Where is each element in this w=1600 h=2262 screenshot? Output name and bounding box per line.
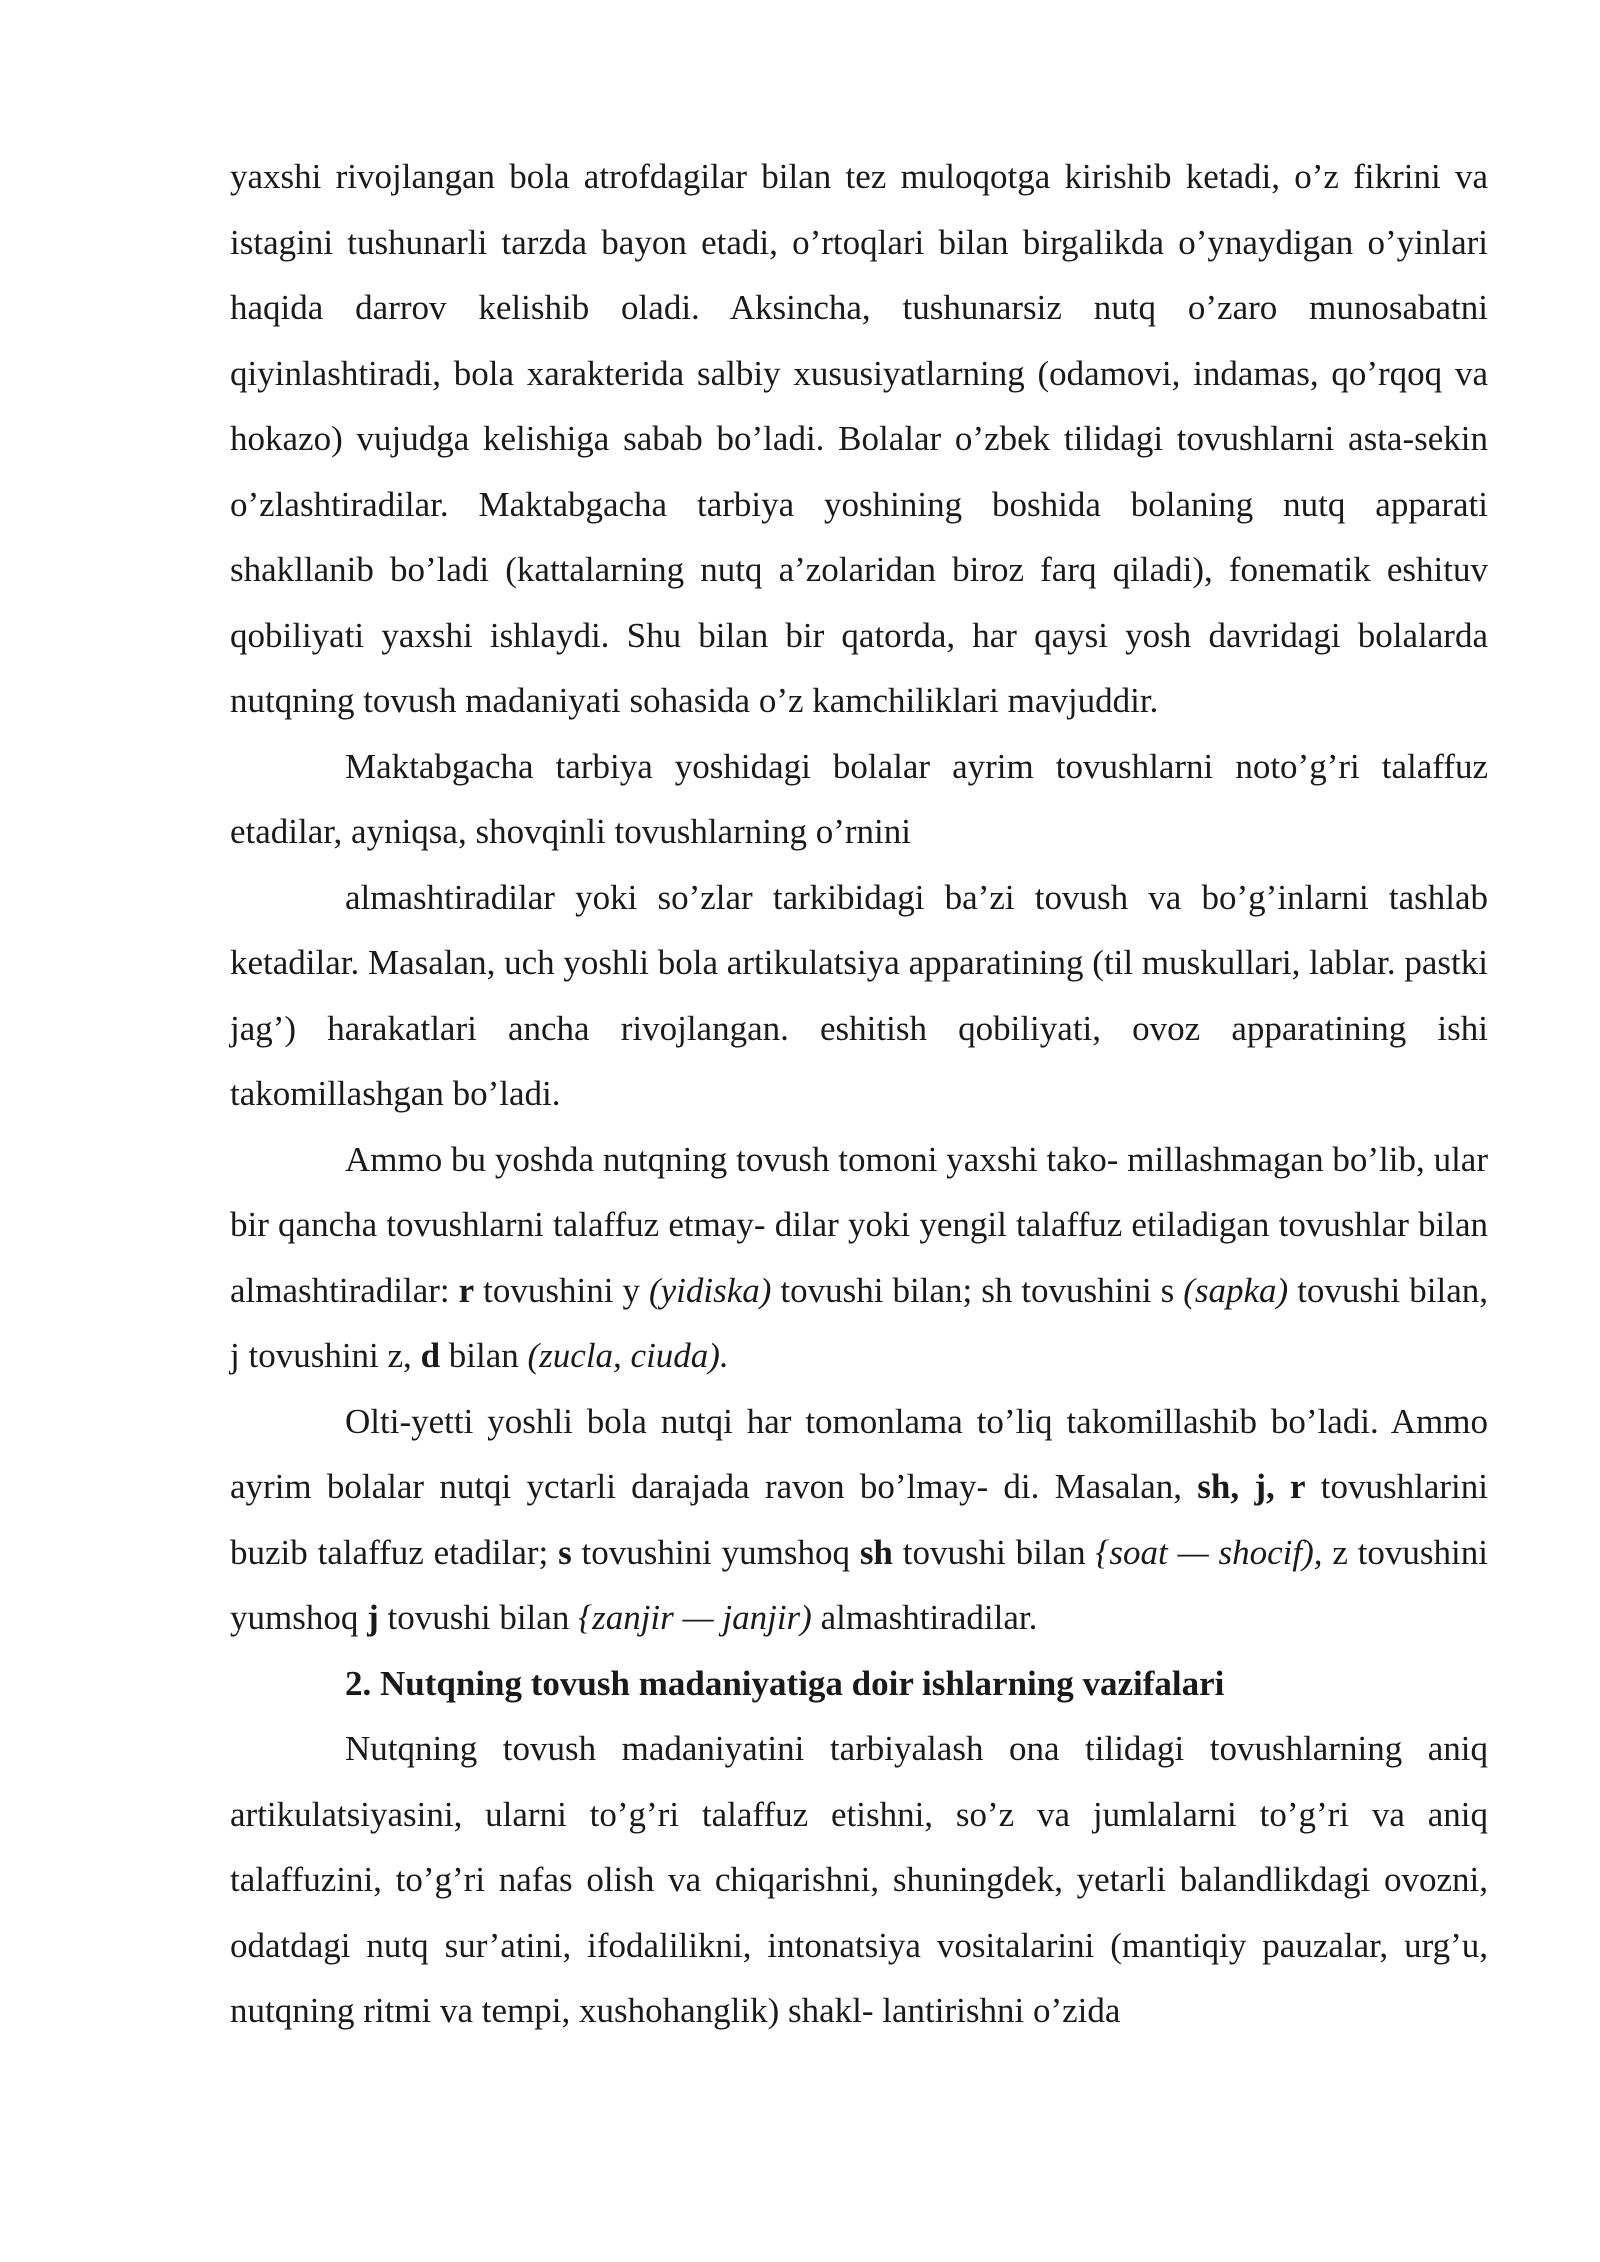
paragraph xyxy=(230,865,1488,1127)
bold-sound-letter: j xyxy=(367,1598,379,1637)
text-run: Olti-yetti yoshli bola nutqi har tomonlama to’liq takomillashib bo’ladi. Ammo ayrim bolalar nutqi yctarli darajada ravon bo’lmay- di. Masalan, xyxy=(230,1401,1488,1506)
bold-sound-letter: d xyxy=(420,1336,441,1375)
paragraph xyxy=(230,734,1488,865)
bold-sound-letter: s xyxy=(558,1532,572,1572)
paragraph xyxy=(230,1127,1488,1389)
bold-sound-letter: r xyxy=(458,1270,475,1310)
italic-example: (zucla, ciuda). xyxy=(527,1336,729,1375)
text-run: tovushini yumshoq xyxy=(571,1532,860,1572)
bold-sound-letter: sh xyxy=(859,1532,893,1572)
paragraph xyxy=(230,144,1488,734)
italic-example: {soat — shocif), xyxy=(1095,1532,1323,1572)
paragraph xyxy=(230,1716,1488,2044)
text-run: bilan xyxy=(440,1336,528,1375)
italic-example: (yidiska) xyxy=(648,1270,772,1310)
text-run: yaxshi rivojlangan bola atrofdagilar bilan tez muloqotga kirishib ketadi, o’z fikrini va istagini tushunarli tarzda bayon etadi, o’rtoqlari bilan birgalikda o’ynaydigan o’yinlari haqida darrov kelishib oladi. Aksincha, tushunarsiz nutq o’zaro munosabatni qiyinlashtiradi, bola xarakterida salbiy xususiyatlarning (odamovi, indamas, qo’rqoq va hokazo) vujudga kelishiga sabab bo’ladi. Bolalar o’zbek tilidagi tovushlarni asta-sekin o’zlashtiradilar. Maktabgacha tarbiya yoshining boshida bolaning nutq apparati shakllanib bo’ladi (kattalarning nutq a’zolaridan biroz farq qiladi), fonematik eshituv qobiliyati yaxshi ishlaydi. Shu bilan bir qatorda, har qaysi yosh davridagi bolalarda nutqning tovush madaniyati sohasida o’z kamchiliklari mavjuddir. xyxy=(230,157,1488,720)
text-run: tovushi bilan xyxy=(378,1598,579,1637)
text-run: tovushini y xyxy=(474,1270,649,1310)
text-run: tovushi bilan; sh tovushini s xyxy=(771,1270,1184,1310)
italic-example: {zanjir — janjir) xyxy=(578,1598,812,1637)
document-page xyxy=(230,144,1488,2044)
text-run: tovushi bilan xyxy=(892,1532,1096,1572)
text-run: Maktabgacha tarbiya yoshidagi bolalar ayrim tovushlarni noto’g’ri talaffuz etadilar, ayniqsa, shovqinli tovushlarning o’rnini xyxy=(230,746,1488,851)
text-run: tovushi bilan, j tovushini z, xyxy=(230,1270,1488,1375)
text-run: tovushlarini buzib talaffuz etadilar; xyxy=(230,1467,1489,1572)
bold-sound-letter: sh, j, r xyxy=(1197,1467,1306,1506)
section-heading xyxy=(230,1651,1488,1717)
heading-text: 2. Nutqning tovush madaniyatiga doir ishlarning vazifalari xyxy=(345,1663,1225,1703)
paragraph xyxy=(230,1389,1488,1651)
text-run: z tovushini yumshoq xyxy=(230,1532,1488,1637)
text-run: Nutqning tovush madaniyatini tarbiyalash ona tilidagi tovushlarning aniq artikulatsiyasini, ularni to’g’ri talaffuz etishni, so’z va jumlalarni to’g’ri va aniq talaffuzini, to’g’ri nafas olish va chiqarishni, shuningdek, yetarli balandlikdagi ovozni, odatdagi nutq sur’atini, ifodalilikni, intonatsiya vositalarini (mantiqiy pauzalar, urg’u, nutqning ritmi va tempi, xushohanglik) shakl- lantirishni o’zida xyxy=(230,1729,1488,2030)
italic-example: (sapka) xyxy=(1183,1270,1289,1310)
text-run: almashtiradilar yoki so’zlar tarkibidagi ba’zi tovush va bo’g’inlarni tashlab ketadilar. Masalan, uch yoshli bola artikulatsiya apparatining (til muskullari, lablar. pastki jag’) harakatlari ancha rivojlangan. eshitish qobiliyati, ovoz apparatining ishi takomillashgan bo’ladi. xyxy=(230,877,1488,1113)
text-run: almashtiradilar. xyxy=(811,1598,1038,1637)
text-run: Ammo bu yoshda nutqning tovush tomoni yaxshi tako- millashmagan bo’lib, ular bir qancha tovushlarni talaffuz etmay- dilar yoki yengil talaffuz etiladigan tovushlar bilan almashtiradilar: xyxy=(230,1139,1488,1310)
